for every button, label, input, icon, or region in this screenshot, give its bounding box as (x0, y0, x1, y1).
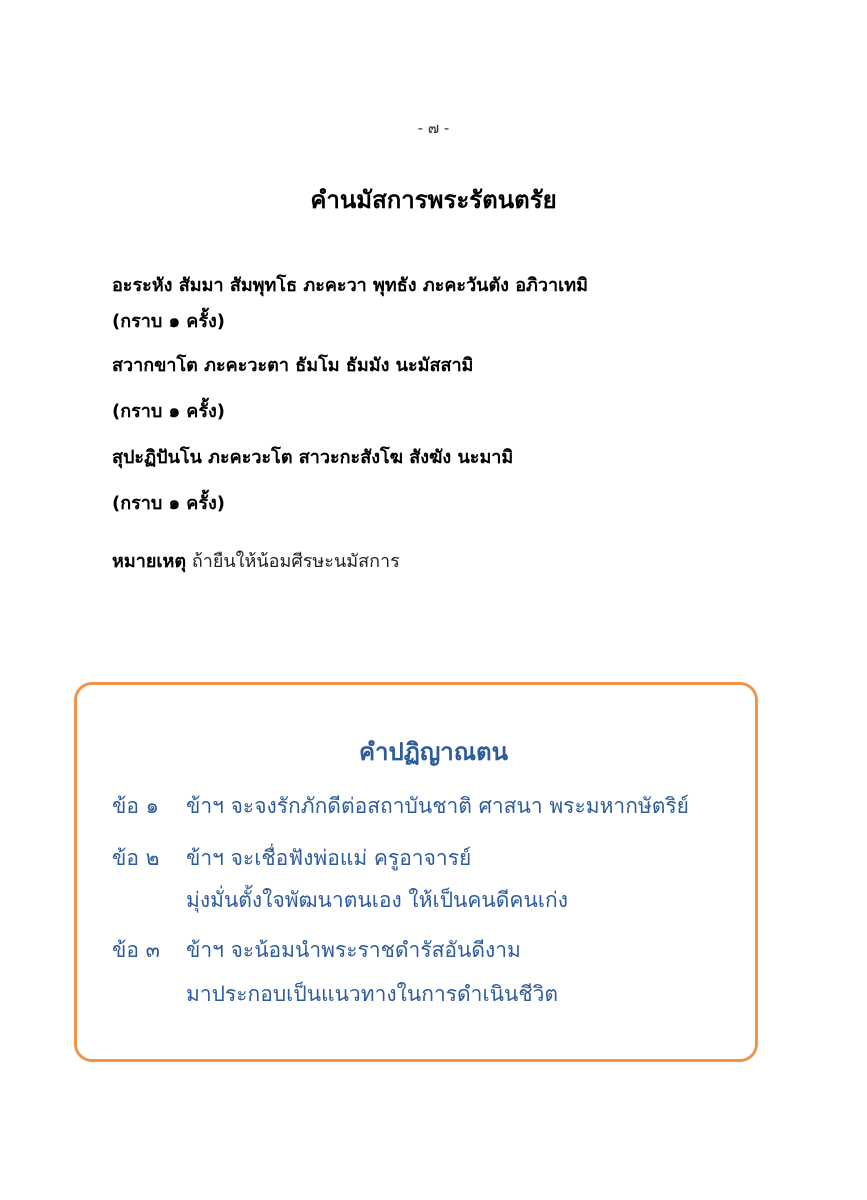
bow-instruction-2: (กราบ ๑ ครั้ง) (112, 401, 226, 422)
pledge-item-line: มุ่งมั่นตั้งใจพัฒนาตนเอง ให้เป็นคนดีคนเก่ง (186, 888, 568, 912)
pledge-item-number: ข้อ ๓ (112, 938, 160, 962)
pledge-item-line: ข้าฯ จะเชื่อฟังพ่อแม่ ครูอาจารย์ (186, 846, 472, 870)
pledge-title: คำปฏิญาณตน (358, 738, 509, 766)
chant-dhamma: สวากขาโต ภะคะวะตา ธัมโม ธัมมัง นะมัสสามิ (112, 355, 474, 376)
page-number: - ๗ - (417, 119, 450, 137)
pledge-item-2 (112, 842, 752, 912)
pledge-item-line: ข้าฯ จะจงรักภักดีต่อสถาบันชาติ ศาสนา พระมหากษัตริย์ (186, 794, 689, 818)
chant-buddha: อะระหัง สัมมา สัมพุทโธ ภะคะวา พุทธัง ภะคะวันตัง อภิวาเทมิ (112, 275, 588, 296)
bow-instruction-1: (กราบ ๑ ครั้ง) (112, 311, 226, 332)
page-title: คำนมัสการพระรัตนตรัย (310, 186, 557, 214)
note-label: หมายเหตุ (112, 551, 187, 572)
pledge-item-3 (112, 934, 752, 1006)
chant-sangha: สุปะฏิปันโน ภะคะวะโต สาวะกะสังโฆ สังฆัง นะมามิ (112, 447, 514, 468)
note-text: ถ้ายืนให้น้อมศีรษะนมัสการ (191, 551, 400, 572)
pledge-item-number: ข้อ ๒ (112, 846, 160, 870)
bow-instruction-3: (กราบ ๑ ครั้ง) (112, 493, 226, 514)
pledge-item-1 (112, 790, 752, 823)
pledge-item-number: ข้อ ๑ (112, 794, 159, 818)
note (112, 546, 400, 575)
pledge-item-line: ข้าฯ จะน้อมนำพระราชดำรัสอันดีงาม (186, 938, 521, 962)
pledge-item-line: มาประกอบเป็นแนวทางในการดำเนินชีวิต (186, 982, 559, 1006)
